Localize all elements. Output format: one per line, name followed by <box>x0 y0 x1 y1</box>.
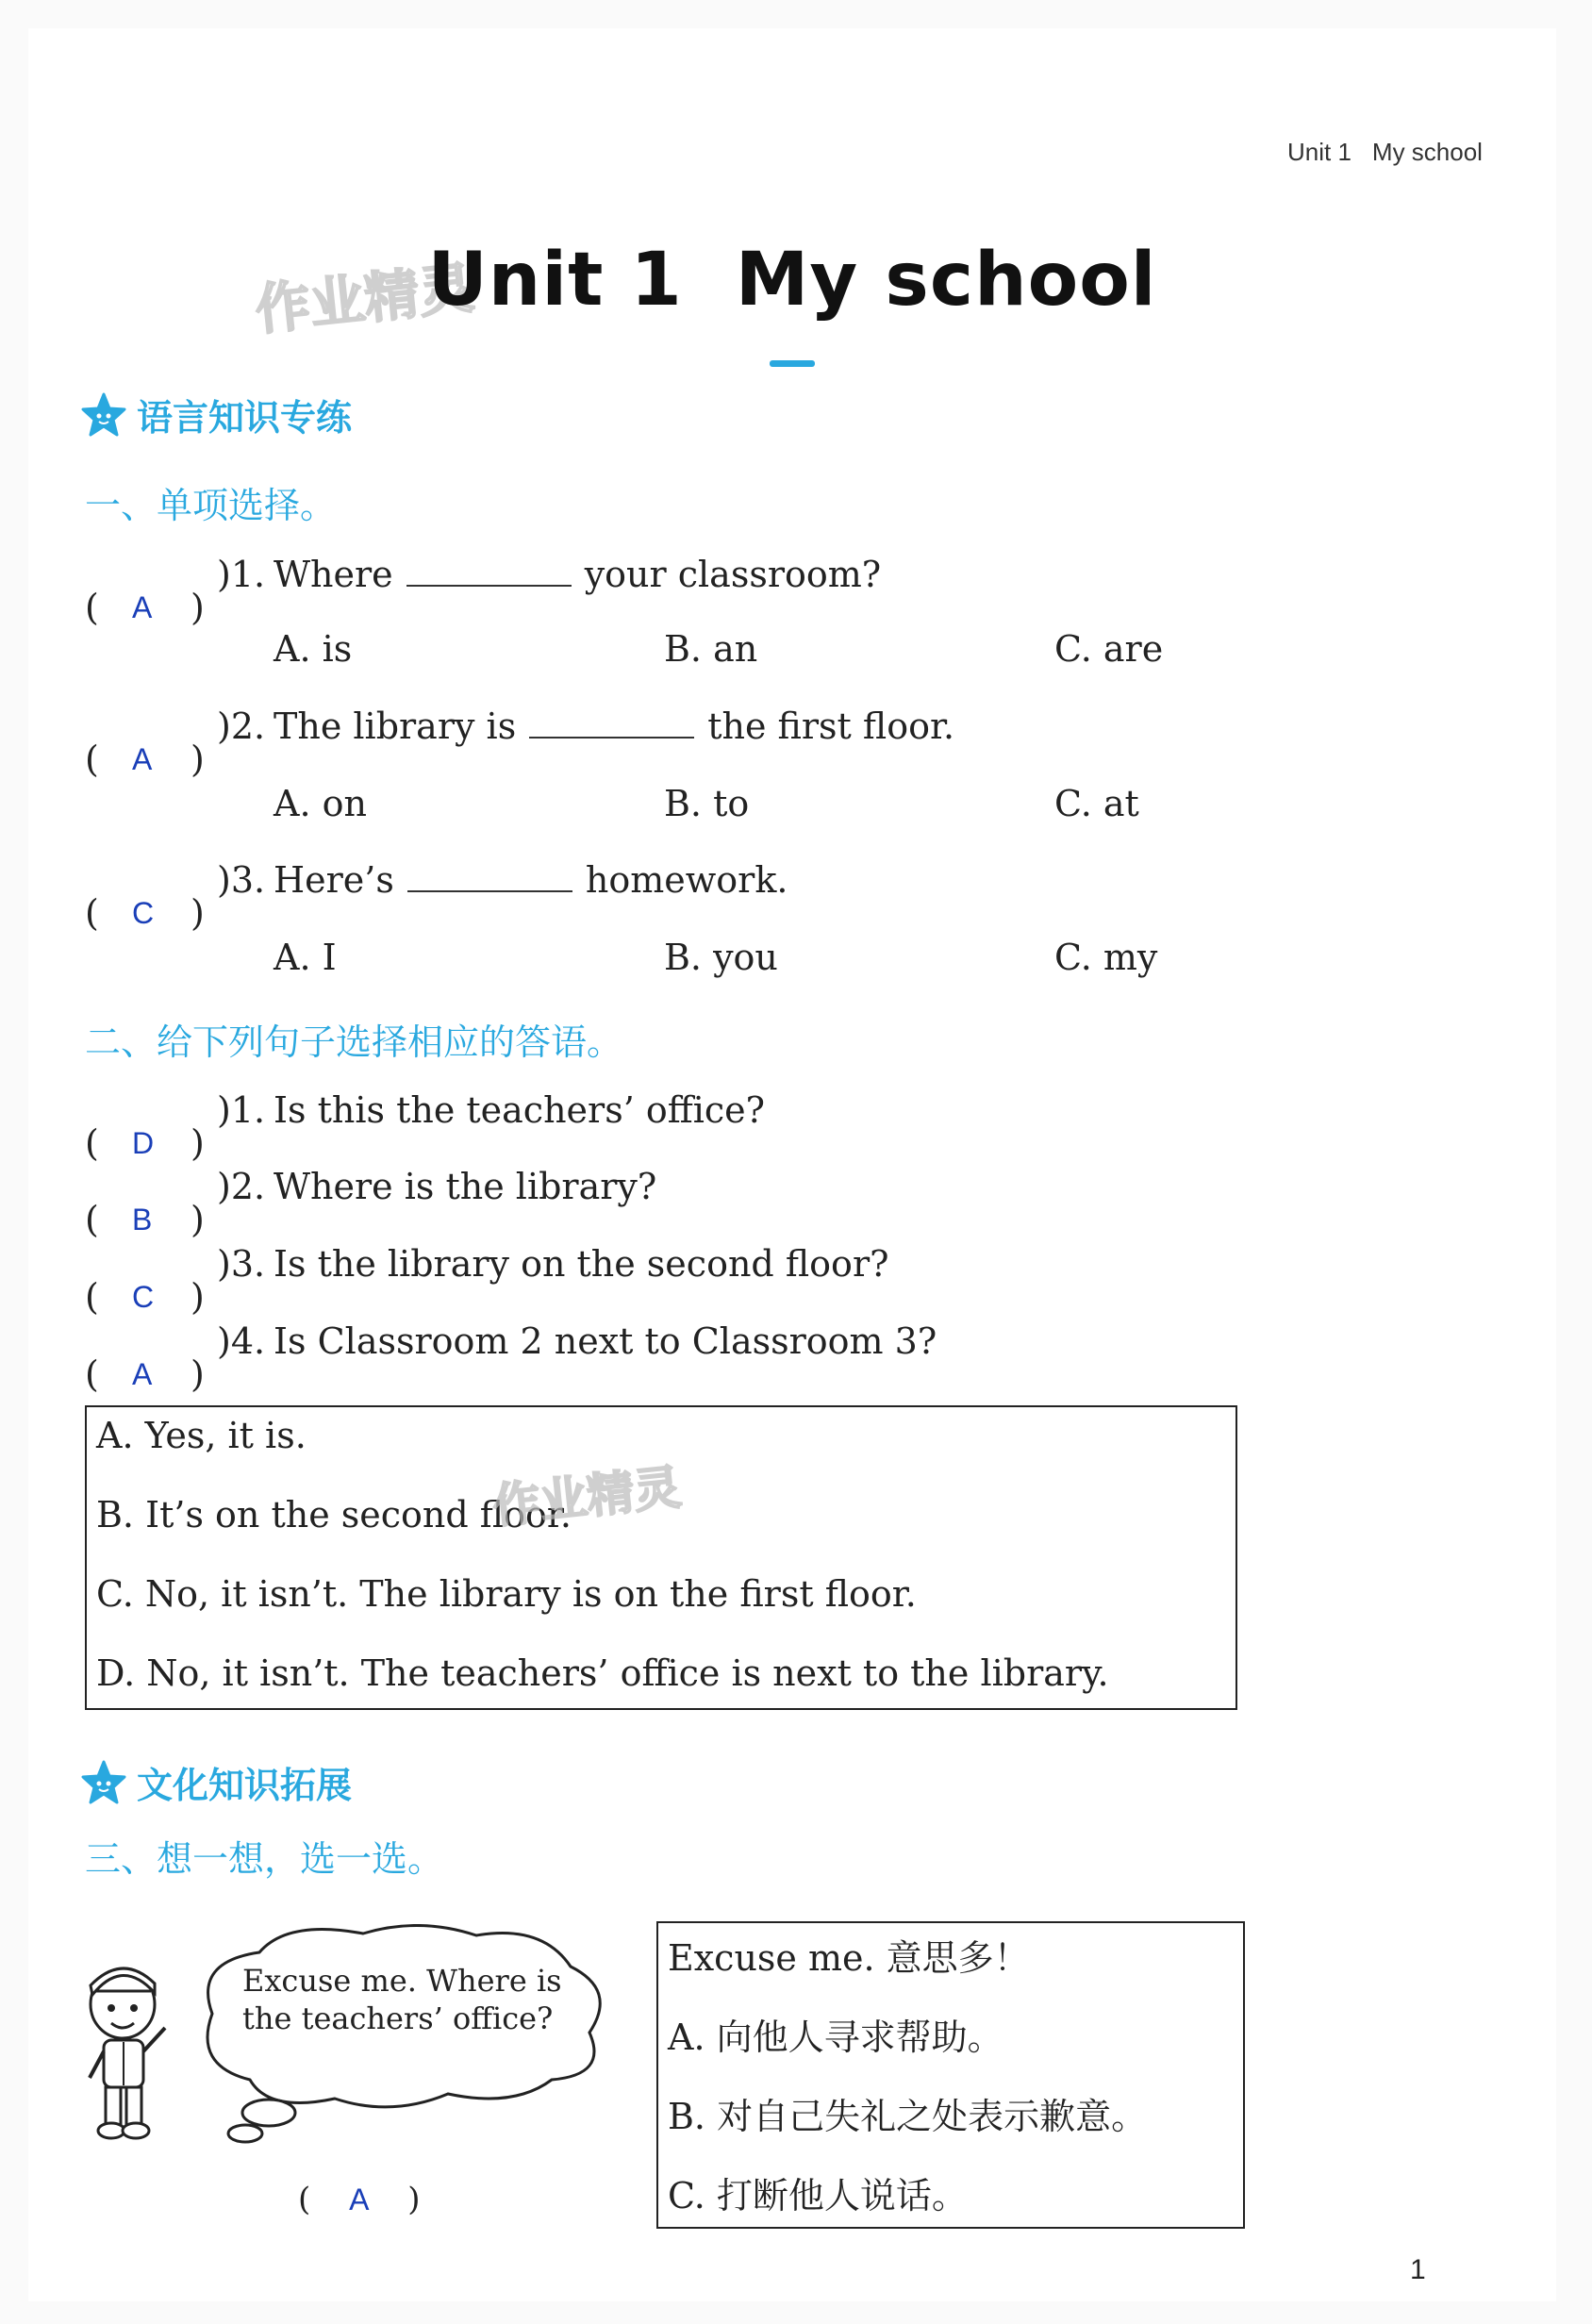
option-b: B. to <box>664 783 750 824</box>
answer-blank <box>529 705 694 739</box>
match-question-4: ( A ) )4. Is Classroom 2 next to Classroom 3? <box>85 1320 937 1395</box>
answer-mark: A <box>132 590 153 624</box>
section1-title: 语言知识专练 <box>137 397 353 439</box>
choice-b: B. It’s on the second floor. <box>96 1494 572 1536</box>
thought-bubble <box>174 1924 646 2150</box>
title-underline <box>770 360 815 367</box>
answer-mark: C <box>132 1280 155 1314</box>
title-unit: Unit 1 <box>427 238 683 323</box>
choice-a: A. Yes, it is. <box>96 1415 307 1456</box>
part2-heading: 二、给下列句子选择相应的答语。 <box>85 1021 623 1063</box>
answer-mark: B <box>132 1203 153 1237</box>
section-heading-language <box>80 389 352 440</box>
choice-d: D. No, it isn’t. The teachers’ office is next to the library. <box>96 1652 1109 1694</box>
title-topic: My school <box>735 238 1157 323</box>
meaning-options-box <box>656 1921 1245 2229</box>
option-a: A. on <box>274 783 367 824</box>
answer-mark: A <box>132 742 153 776</box>
answer-mark: D <box>132 1126 155 1160</box>
star-icon <box>80 391 127 439</box>
mc-question-3: ( C ) )3. Here’s homework. <box>85 859 788 934</box>
answer-blank <box>406 553 572 587</box>
watermark: 作业精灵 <box>252 256 477 342</box>
section-heading-culture <box>80 1756 352 1808</box>
option-a: A. is <box>274 628 353 670</box>
option-c: C. are <box>1054 628 1164 670</box>
boy-cartoon-icon <box>75 1957 179 2146</box>
option-c: C. my <box>1054 937 1158 978</box>
running-header <box>1287 138 1503 167</box>
option-a: A. I <box>274 937 337 978</box>
match-question-3: ( C ) )3. Is the library on the second floor? <box>85 1243 889 1318</box>
header-topic: My school <box>1371 138 1483 166</box>
meaning-option-c: C. 打断他人说话。 <box>668 2175 968 2216</box>
star-icon <box>80 1759 127 1806</box>
answer-blank <box>407 858 572 892</box>
option-c: C. at <box>1054 783 1139 824</box>
worksheet-page <box>28 28 1556 2301</box>
meaning-option-a: A. 向他人寻求帮助。 <box>668 2017 1003 2058</box>
answer-mark: A <box>132 1357 153 1391</box>
option-b: B. an <box>664 628 758 670</box>
meaning-option-b: B. 对自己失礼之处表示歉意。 <box>668 2096 1148 2137</box>
answer-mark: A <box>349 2183 370 2216</box>
box-title: Excuse me. 意思多！ <box>668 1937 1030 1979</box>
match-question-1: ( D ) )1. Is this the teachers’ office? <box>85 1089 766 1164</box>
watermark: 作业精灵 <box>489 1459 684 1535</box>
page-title <box>28 238 1556 323</box>
part3-answer: ( A ) <box>298 2181 421 2218</box>
section2-title: 文化知识拓展 <box>137 1765 353 1806</box>
part3-heading: 三、想一想，选一选。 <box>85 1838 444 1880</box>
answer-choices-box <box>85 1405 1237 1710</box>
part1-heading: 一、单项选择。 <box>85 485 337 526</box>
match-question-2: ( B ) )2. Where is the library? <box>85 1166 657 1240</box>
mc-question-1: ( A ) )1. Where your classroom? <box>85 554 882 628</box>
choice-c: C. No, it isn’t. The library is on the first floor. <box>96 1573 917 1615</box>
page-number: 1 <box>1410 2254 1426 2285</box>
answer-mark: C <box>132 896 155 930</box>
option-b: B. you <box>664 937 778 978</box>
header-unit: Unit 1 <box>1287 138 1352 166</box>
bubble-text: Excuse me. Where is the teachers’ office? <box>242 1963 562 2036</box>
mc-question-2: ( A ) )2. The library is the first floor. <box>85 706 955 780</box>
